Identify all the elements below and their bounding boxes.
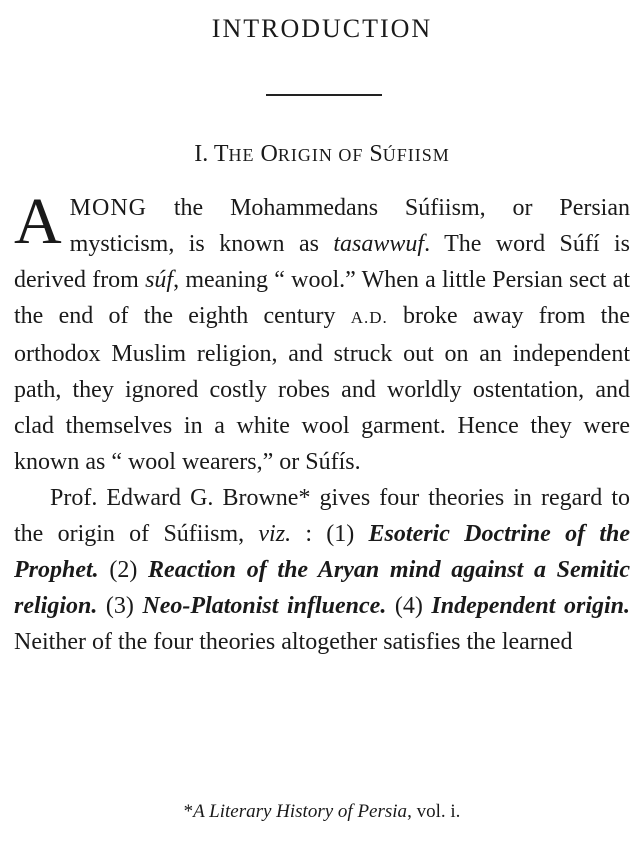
running-header: INTRODUCTION	[211, 14, 433, 43]
abbr-ad: A.D.	[350, 308, 388, 327]
drop-cap: A	[14, 185, 62, 258]
body-text	[14, 185, 631, 660]
theory-2: Reaction of the Aryan mind against a Semitic religion.	[14, 557, 630, 619]
theory-1: Esoteric Doctrine of the Prophet.	[14, 521, 631, 583]
footnote-title: A Literary History of Persia	[193, 801, 408, 822]
theory-3: Neo-Platonist influence.	[142, 593, 387, 619]
title-word-the: THE	[213, 141, 255, 167]
para1-text-1: the Mohammedans Súfiism, or Persian mysticism, is known as	[69, 195, 630, 257]
para2-text-2: : (1)	[291, 521, 369, 547]
paragraph-1	[14, 185, 630, 480]
title-word-sufiism: SÚFIISM	[369, 141, 450, 167]
para1-text-4: broke away from the orthodox Muslim religion, and struck out on an independent path, they ignored costly robes and worldly ostentation, and clad themselves in a white wool garment. Hence they were known as “ wool wearers,” or Súfís.	[14, 303, 630, 475]
header-rule	[266, 94, 382, 96]
para2-text-4: (3)	[97, 593, 143, 619]
footnote-marker: *	[183, 801, 194, 822]
para2-text-5: (4)	[386, 593, 432, 619]
term-tasawwuf: tasawwuf	[333, 231, 425, 257]
footnote	[0, 800, 644, 824]
first-word: MONG	[69, 195, 148, 221]
title-word-origin-of: ORIGIN OF	[260, 141, 364, 167]
para2-text-6: Neither of the four theories altogether satisfies the learned	[14, 629, 573, 655]
term-viz: viz.	[258, 521, 292, 547]
para1-text-3: , meaning “ wool.” When a little Persian sect at the end of the eighth century	[14, 267, 630, 329]
section-numeral: I.	[194, 141, 209, 167]
paragraph-2	[14, 480, 630, 660]
term-suf: súf	[145, 267, 174, 293]
para2-text-3: (2)	[98, 557, 149, 583]
footnote-rest: , vol. i.	[407, 801, 461, 822]
para1-text-2: . The word Súfí is derived from	[14, 231, 630, 293]
theory-4: Independent origin.	[431, 593, 631, 619]
section-title	[0, 138, 644, 171]
para2-text-1: Prof. Edward G. Browne* gives four theories in regard to the origin of Súfiism,	[14, 485, 630, 547]
